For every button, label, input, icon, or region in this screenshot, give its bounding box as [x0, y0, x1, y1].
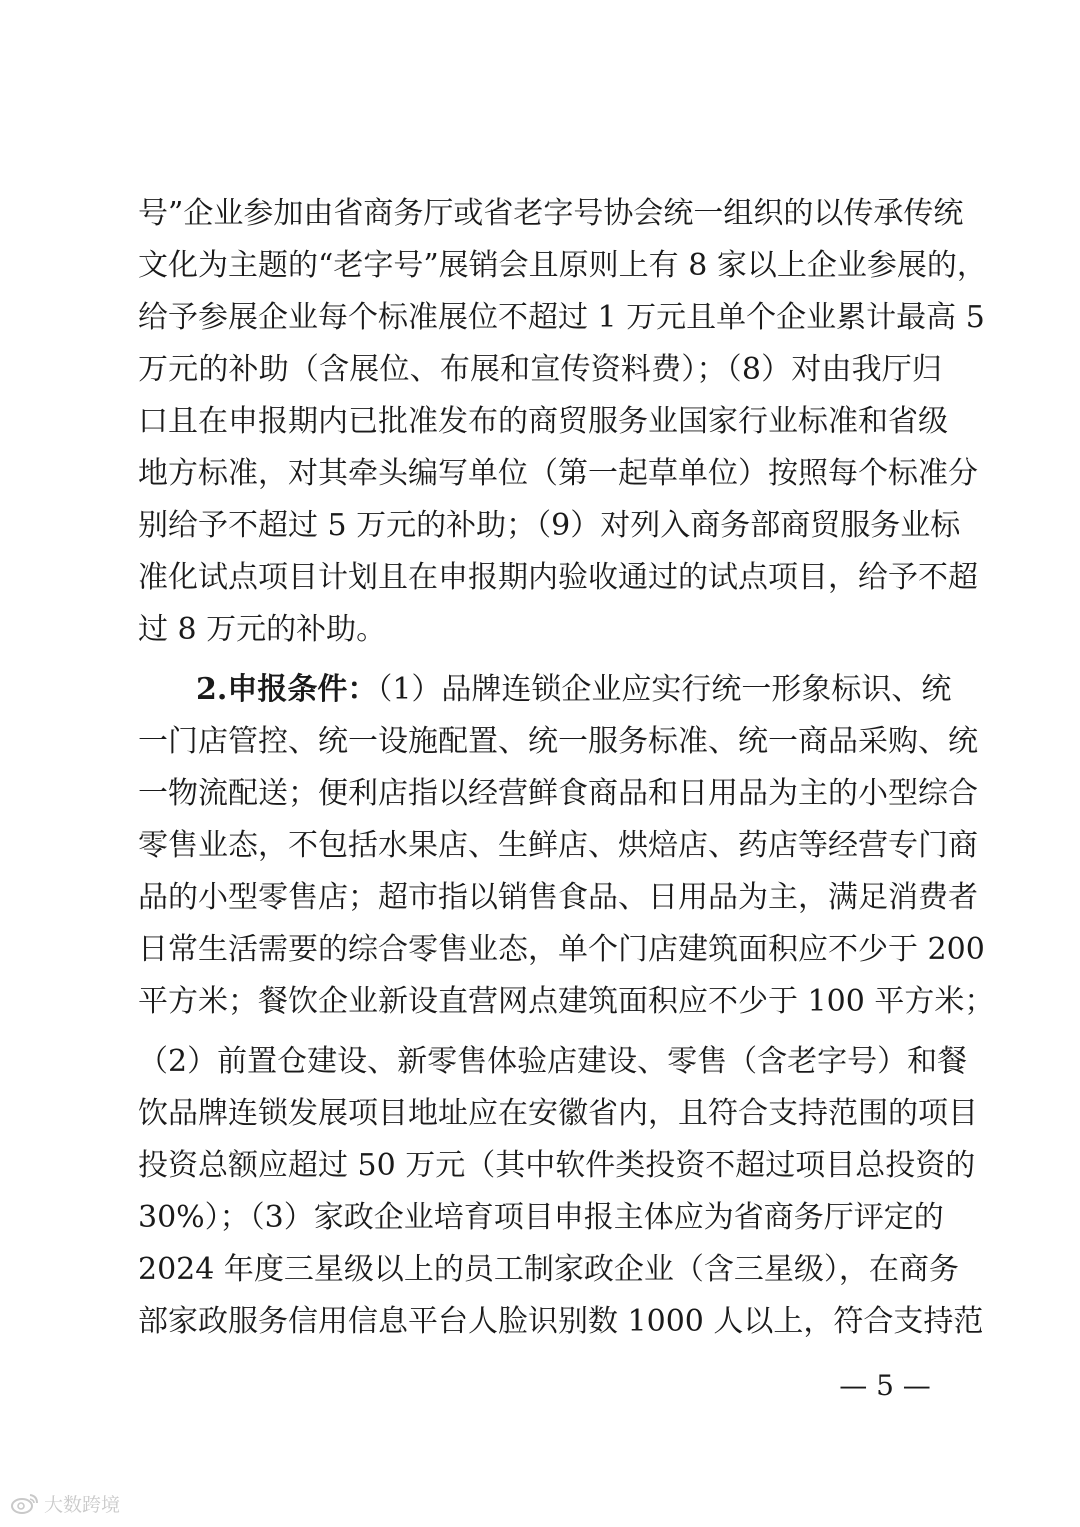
paragraph-line: 饮品牌连锁发展项目地址应在安徽省内，且符合支持范围的项目 — [138, 1096, 978, 1131]
weibo-icon — [10, 1491, 40, 1515]
paragraph-line: 零售业态，不包括水果店、生鲜店、烘焙店、药店等经营专门商 — [138, 828, 978, 863]
watermark — [10, 1488, 120, 1518]
section-heading-line — [196, 664, 952, 716]
paragraph-line: （2）前置仓建设、新零售体验店建设、零售（含老字号）和餐 — [138, 1044, 968, 1079]
paragraph-line: 万元的补助（含展位、布展和宣传资料费）；（8）对由我厅归 — [138, 352, 942, 387]
paragraph-line: 文化为主题的“老字号”展销会且原则上有 8 家以上企业参展的， — [138, 248, 987, 283]
paragraph-line: 平方米；餐饮企业新设直营网点建筑面积应不少于 100 平方米； — [138, 984, 995, 1019]
section-first-text: （1）品牌连锁企业应实行统一形象标识、统 — [377, 672, 952, 707]
paragraph-line: 一门店管控、统一设施配置、统一服务标准、统一商品采购、统 — [138, 724, 978, 759]
paragraph-line: 部家政服务信用信息平台人脸识别数 1000 人以上，符合支持范 — [138, 1304, 984, 1339]
paragraph-line: 投资总额应超过 50 万元（其中软件类投资不超过项目总投资的 — [138, 1148, 976, 1183]
paragraph-line: 给予参展企业每个标准展位不超过 1 万元且单个企业累计最高 5 — [138, 300, 985, 335]
page-number: — 5 — — [839, 1369, 931, 1402]
section-heading: 2.申报条件： — [196, 672, 378, 707]
paragraph-line: 号”企业参加由省商务厅或省老字号协会统一组织的以传承传统 — [138, 196, 964, 231]
paragraph-line: 一物流配送；便利店指以经营鲜食商品和日用品为主的小型综合 — [138, 776, 978, 811]
paragraph-line: 品的小型零售店；超市指以销售食品、日用品为主，满足消费者 — [138, 880, 978, 915]
watermark-text: 大数跨境 — [44, 1493, 121, 1516]
paragraph-line: 过 8 万元的补助。 — [138, 612, 387, 647]
paragraph-line: 地方标准，对其牵头编写单位（第一起草单位）按照每个标准分 — [138, 456, 978, 491]
paragraph-line: 别给予不超过 5 万元的补助；（9）对列入商务部商贸服务业标 — [138, 508, 961, 543]
paragraph-line: 准化试点项目计划且在申报期内验收通过的试点项目，给予不超 — [138, 560, 978, 595]
paragraph-line: 口且在申报期内已批准发布的商贸服务业国家行业标准和省级 — [138, 404, 948, 439]
paragraph-line: 日常生活需要的综合零售业态，单个门店建筑面积应不少于 200 — [138, 932, 985, 967]
paragraph-line: 2024 年度三星级以上的员工制家政企业（含三星级），在商务 — [138, 1252, 959, 1287]
paragraph-line: 30%）；（3）家政企业培育项目申报主体应为省商务厅评定的 — [138, 1200, 944, 1235]
